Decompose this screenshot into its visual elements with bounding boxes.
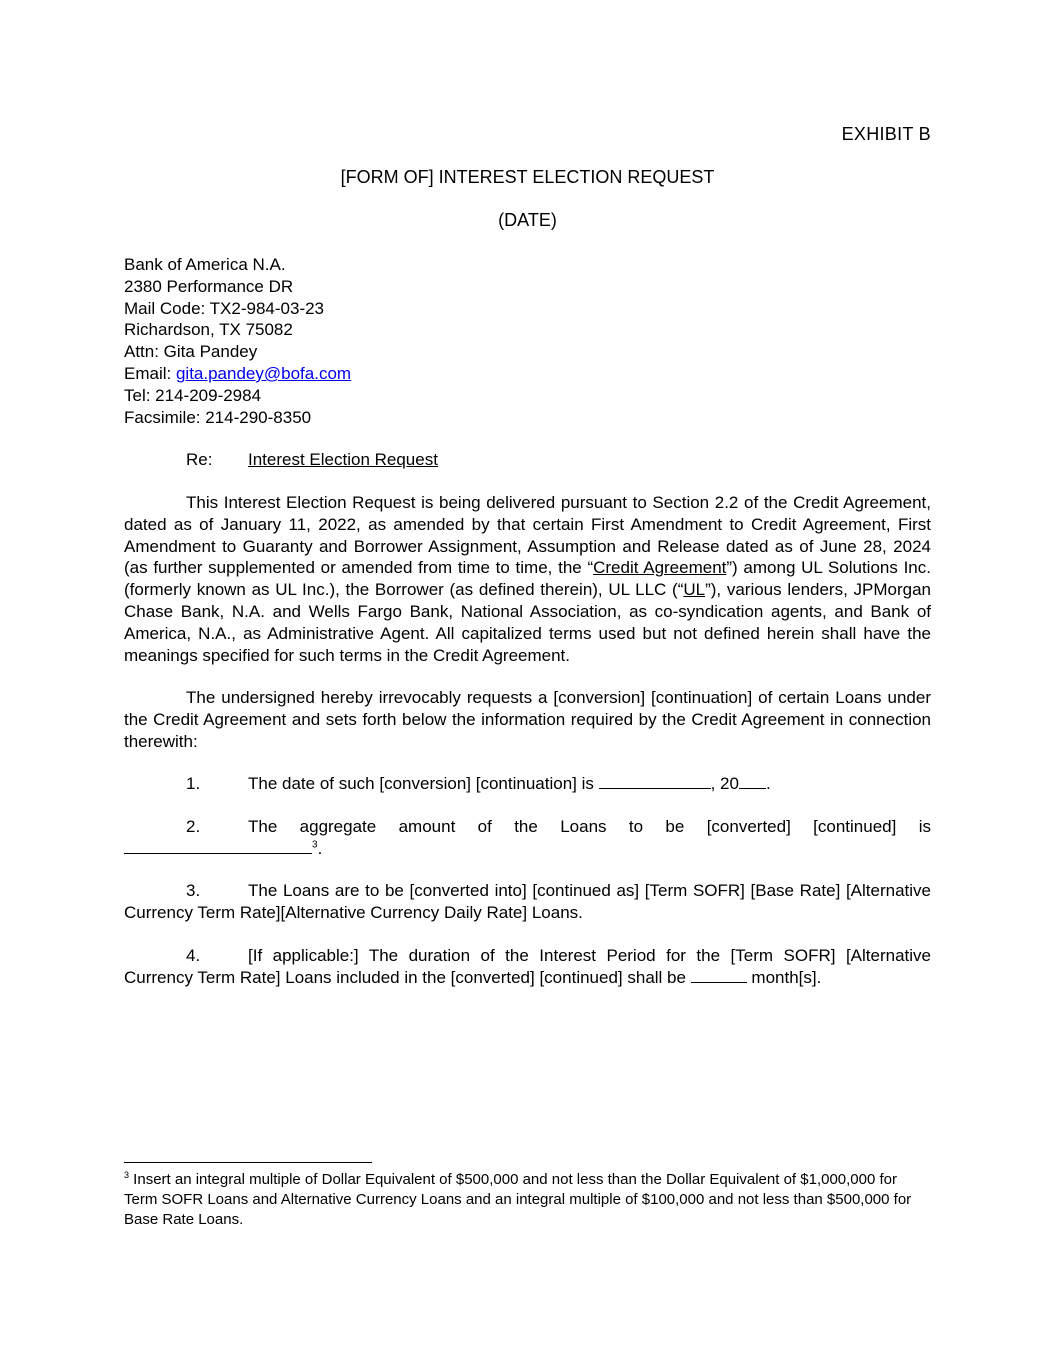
item-number: 2. — [186, 817, 201, 836]
para1-text-b: ”) among UL Solutions Inc. (formerly known as UL Inc.), the Borrower (as defined therein), UL LLC (“ — [124, 558, 931, 600]
email-label: Email: — [124, 363, 176, 383]
paragraph-request: The undersigned hereby irrevocably requests a [conversion] [continuation] of certain Loans under the Credit Agreement and sets forth below the information required by the Credit Agreement in connection therewith: — [124, 688, 931, 751]
address-line-email — [124, 363, 351, 385]
footnote — [124, 1170, 931, 1230]
re-label: Re: — [186, 450, 213, 469]
item-tail: , 20 — [710, 774, 739, 793]
address-line-bank: Bank of America N.A. — [124, 255, 286, 274]
recipient-address — [124, 254, 351, 428]
item-text: The Loans are to be [converted into] [continued as] [Term SOFR] [Base Rate] [Alternative Currency Term Rate][Alternative Currency Daily Rate] Loans. — [124, 881, 931, 922]
address-line-tel: Tel: 214-209-2984 — [124, 385, 262, 405]
para1-text-a: This Interest Election Request is being delivered pursuant to Section 2.2 of the Credit Agreement, dated as of January 11, 2022, as amended by that certain First Amendment to Credit Agreement, First Amendment to Guaranty and Borrower Assignment, Assumption and Release dated as of June 28, 2024 (as further supplemented or amended from time to time, the “ — [124, 493, 931, 578]
item-2-continuation — [124, 838, 322, 860]
blank-date — [599, 774, 711, 789]
item-text: The date of such [conversion] [continuation] is — [248, 774, 594, 793]
para1-text-c: ”), various lenders, JPMorgan Chase Bank, N.A. and Wells Fargo Bank, National Association, as co-syndication agents, and Bank of America, N.A., as Administrative Agent. All capitalized terms used but not defined herein shall have the meanings specified for such terms in the Credit Agreement. — [124, 580, 931, 665]
address-line-fax: Facsimile: 214-290-8350 — [124, 407, 312, 427]
exhibit-label: EXHIBIT B — [841, 124, 931, 144]
item-text: The aggregate amount of the Loans to be [converted] [continued] is — [248, 817, 931, 836]
footnote-separator — [124, 1162, 372, 1163]
footnote-ref: 3 — [312, 839, 318, 851]
item-end: . — [765, 774, 771, 793]
defined-term-ul: UL — [683, 580, 706, 600]
item-tail: month[s]. — [746, 967, 822, 987]
address-line-mailcode: Mail Code: TX2-984-03-23 — [124, 298, 325, 318]
address-line-attn: Attn: Gita Pandey — [124, 342, 258, 362]
blank-months — [691, 968, 747, 983]
footnote-marker: 3 — [124, 1170, 130, 1180]
item-end: . — [317, 839, 323, 858]
item-3 — [124, 880, 931, 924]
address-line-street: 2380 Performance DR — [124, 276, 294, 296]
defined-term-credit-agreement: Credit Agreement — [593, 558, 727, 578]
item-number: 1. — [186, 774, 201, 793]
blank-amount — [124, 839, 312, 854]
footnote-text: Insert an integral multiple of Dollar Equivalent of $500,000 and not less than the Dollar Equivalent of $1,000,000 for Term SOFR Loans and Alternative Currency Loans and an integral multiple of $100,000 and not less than $500,000 for Base Rate Loans. — [124, 1171, 912, 1228]
item-number: 4. — [186, 946, 201, 965]
item-number: 3. — [186, 881, 201, 900]
paragraph-intro — [124, 492, 931, 666]
blank-year — [739, 774, 766, 789]
document-date: (DATE) — [498, 210, 557, 230]
item-text: [If applicable:] The duration of the Interest Period for the [Term SOFR] [Alternative Currency Term Rate] Loans included in the [converted] [continued] shall be — [124, 946, 931, 987]
address-line-city: Richardson, TX 75082 — [124, 320, 293, 340]
item-4 — [124, 945, 931, 989]
email-link[interactable]: gita.pandey@bofa.com — [175, 363, 352, 383]
item-2 — [124, 816, 931, 838]
re-subject: Interest Election Request — [248, 450, 438, 469]
document-title: [FORM OF] INTEREST ELECTION REQUEST — [340, 167, 715, 187]
item-1 — [124, 773, 931, 795]
